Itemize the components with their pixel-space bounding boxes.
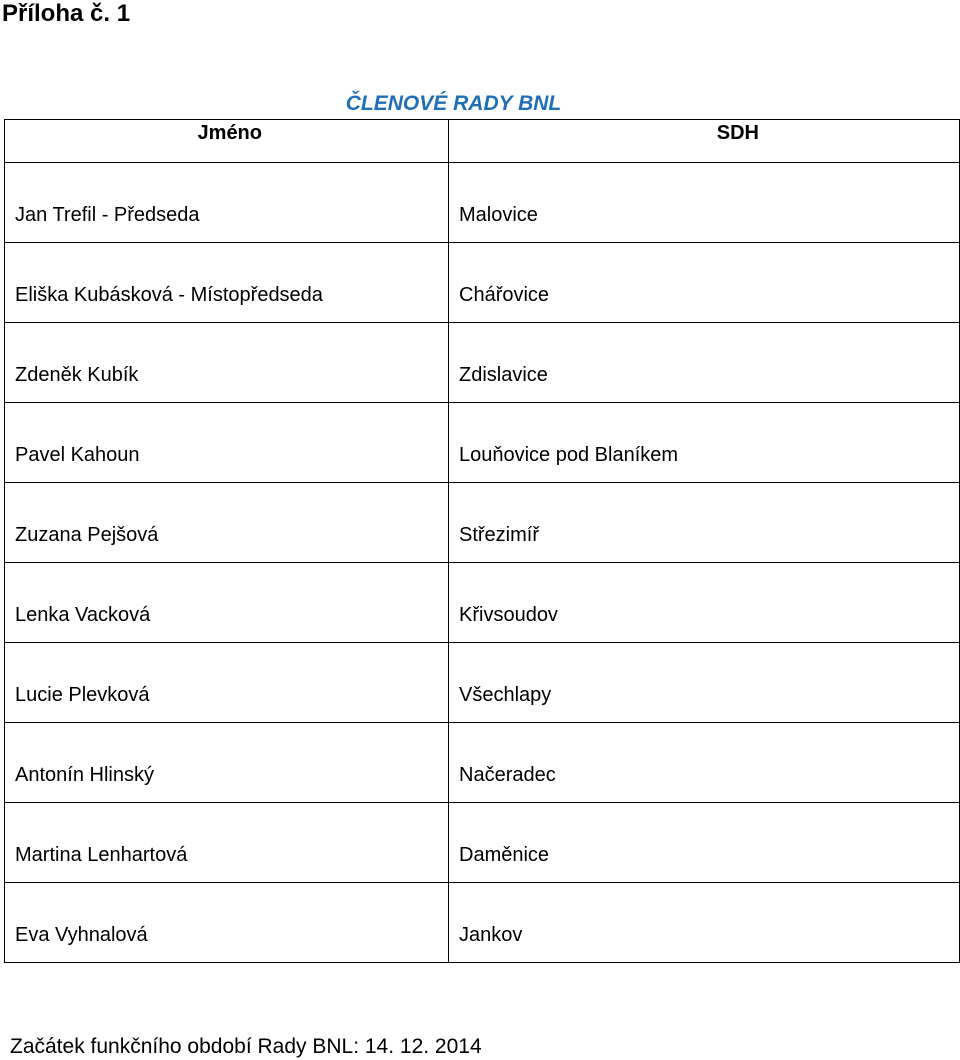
member-name: Martina Lenhartová	[5, 803, 449, 883]
member-sdh: Chářovice	[449, 243, 960, 323]
member-sdh: Malovice	[449, 163, 960, 243]
term-start-note: Začátek funkčního období Rady BNL: 14. 12. 2014	[10, 1035, 482, 1058]
table-row	[5, 883, 960, 963]
member-sdh: Louňovice pod Blaníkem	[449, 403, 960, 483]
member-sdh: Daměnice	[449, 803, 960, 883]
member-name: Zuzana Pejšová	[5, 483, 449, 563]
column-header-name: Jméno	[5, 120, 449, 163]
table-row	[5, 723, 960, 803]
member-sdh: Střezimíř	[449, 483, 960, 563]
table-row	[5, 563, 960, 643]
member-name: Eliška Kubásková - Místopředseda	[5, 243, 449, 323]
member-sdh: Jankov	[449, 883, 960, 963]
table-row	[5, 403, 960, 483]
table-row	[5, 163, 960, 243]
table-header-row	[5, 120, 960, 163]
member-name: Pavel Kahoun	[5, 403, 449, 483]
table-row	[5, 323, 960, 403]
table-row	[5, 483, 960, 563]
member-name: Antonín Hlinský	[5, 723, 449, 803]
page-heading: Příloha č. 1	[2, 0, 131, 27]
table-title: ČLENOVÉ RADY BNL	[345, 92, 562, 115]
member-sdh: Křivsoudov	[449, 563, 960, 643]
table-row	[5, 243, 960, 323]
member-sdh: Načeradec	[449, 723, 960, 803]
member-name: Lenka Vacková	[5, 563, 449, 643]
member-name: Lucie Plevková	[5, 643, 449, 723]
member-name: Jan Trefil - Předseda	[5, 163, 449, 243]
table-row	[5, 803, 960, 883]
member-sdh: Všechlapy	[449, 643, 960, 723]
member-name: Eva Vyhnalová	[5, 883, 449, 963]
members-table	[4, 119, 960, 963]
member-name: Zdeněk Kubík	[5, 323, 449, 403]
table-row	[5, 643, 960, 723]
column-header-sdh: SDH	[449, 120, 960, 163]
member-sdh: Zdislavice	[449, 323, 960, 403]
